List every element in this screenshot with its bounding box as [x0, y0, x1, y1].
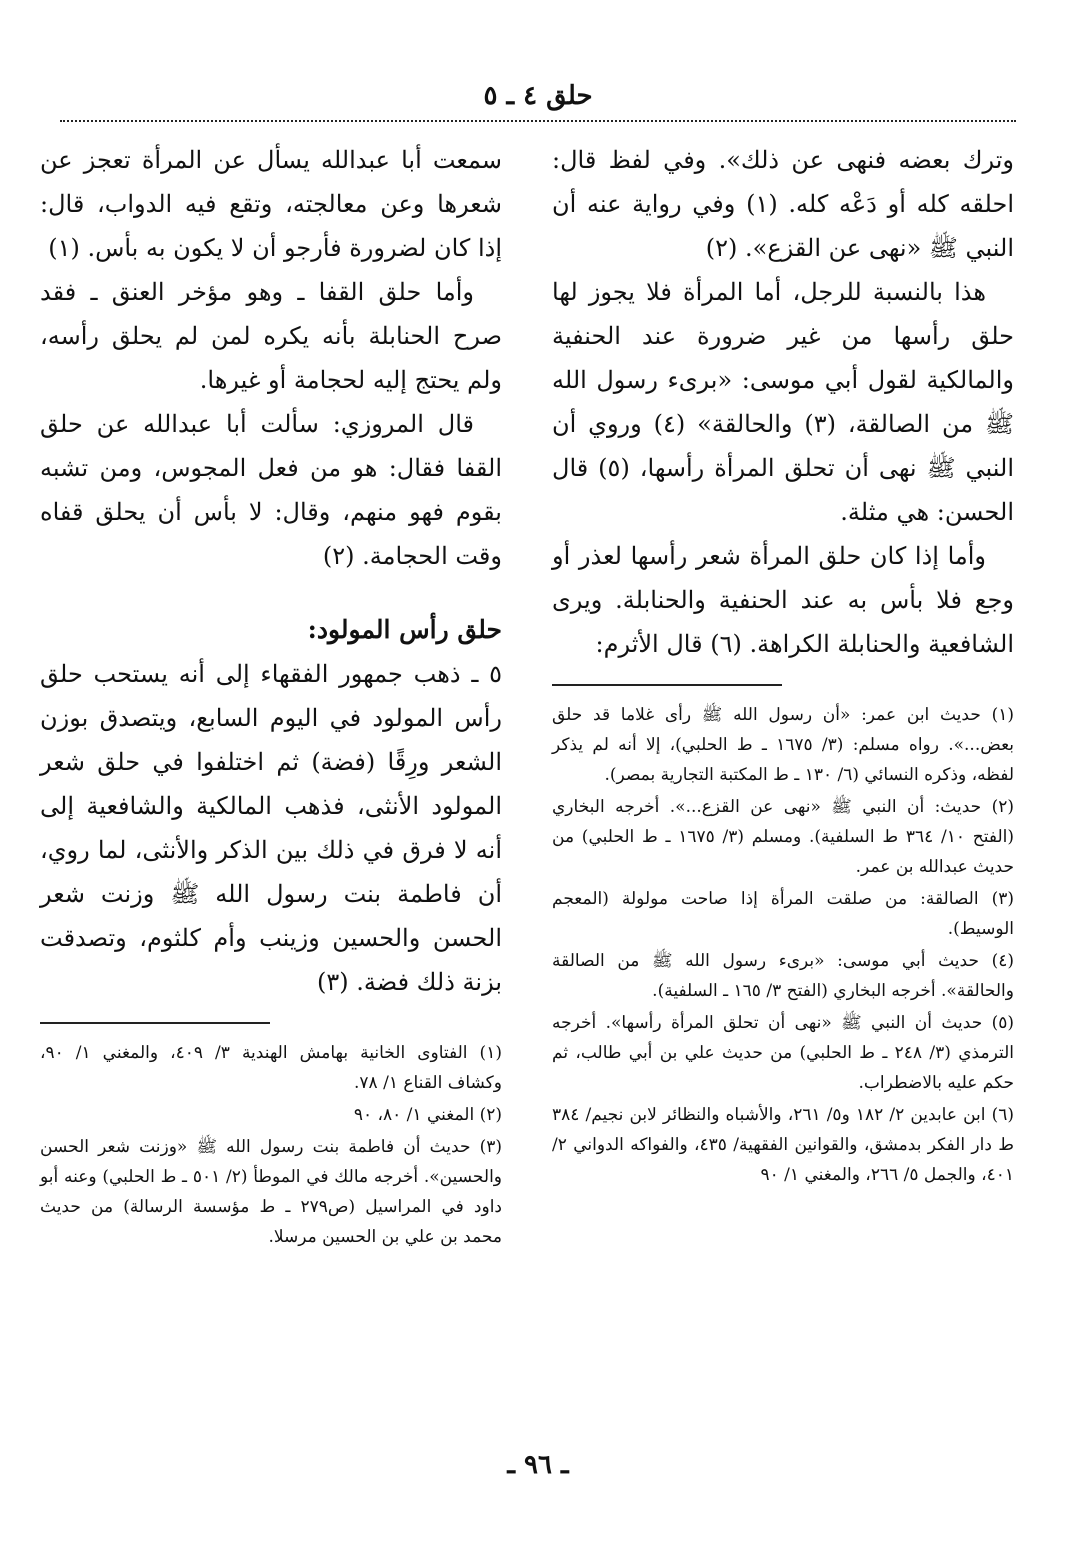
right-footnote-2: (٢) حديث: أن النبي ﷺ «نهى عن القزع...». أخرجه البخاري (الفتح ١٠/ ٣٦٤ ط السلفية). ومسلم (٣/ ١٦٧٥ ـ ط الحلبي) من حديث عبدالله بن عمر. [552, 797, 1014, 877]
left-paragraph-1: سمعت أبا عبدالله يسأل عن المرأة تعجز عن شعرها وعن معالجته، وتقع فيه الدواب، قال: إذا كان لضرورة فأرجو أن لا يكون به بأس. (١) [40, 146, 502, 262]
right-paragraph-1: وترك بعضه فنهى عن ذلك». وفي لفظ قال: احلقه كله أو دَعْه كله. (١) وفي رواية عنه أن النبي ﷺ «نهى عن القزع». (٢) [552, 146, 1014, 262]
right-footnote-5: (٥) حديث أن النبي ﷺ «نهى أن تحلق المرأة رأسها». أخرجه الترمذي (٣/ ٢٤٨ ـ ط الحلبي) من حديث علي بن أبي طالب، ثم حكم عليه بالاضطراب. [552, 1013, 1014, 1093]
left-footnote-3: (٣) حديث أن فاطمة بنت رسول الله ﷺ «وزنت شعر الحسن والحسين». أخرجه مالك في الموطأ (٢/ ٥٠١ ـ ط الحلبي) وعنه أبو داود في المراسيل (ص٢٧٩ ـ ط مؤسسة الرسالة) من حديث محمد بن علي بن الحسين مرسلا. [40, 1137, 502, 1247]
right-footnote-4: (٤) حديث أبي موسى: «برىء رسول الله ﷺ من الصالقة والحالقة». أخرجه البخاري (الفتح ٣/ ١٦٥ ـ السلفية). [552, 951, 1014, 1001]
page-title: حلق ٤ ـ ٥ [483, 81, 593, 111]
right-column [552, 138, 1014, 1192]
header-divider [60, 120, 1016, 122]
right-paragraph-2: هذا بالنسبة للرجل، أما المرأة فلا يجوز لها حلق رأسها من غير ضرورة عند الحنفية والمالكية لقول أبي موسى: «برىء رسول الله ﷺ من الصالقة، (٣) والحالقة» (٤) وروي أن النبي ﷺ نهى أن تحلق المرأة رأسها، (٥) قال الحسن: هي مثلة. [552, 278, 1014, 526]
right-footnote-1: (١) حديث ابن عمر: «أن رسول الله ﷺ رأى غلاما قد حلق بعض...». رواه مسلم: (٣/ ١٦٧٥ ـ ط الحلبي)، إلا أنه لم يذكر لفظه، وذكره النسائي (٦/ ١٣٠ ـ ط المكتبة التجارية بمصر). [552, 705, 1015, 785]
right-footnote-3: (٣) الصالقة: من صلقت المرأة إذا صاحت مولولة (المعجم الوسيط). [552, 889, 1014, 939]
left-column [40, 138, 502, 1254]
left-footnote-divider [40, 1022, 270, 1024]
right-paragraph-3: وأما إذا كان حلق المرأة شعر رأسها لعذر أو وجع فلا بأس به عند الحنفية والحنابلة. ويرى الشافعية والحنابلة الكراهة. (٦) قال الأثرم: [552, 542, 1015, 658]
right-footnote-divider [552, 684, 782, 686]
left-paragraph-2: وأما حلق القفا ـ وهو مؤخر العنق ـ فقد صرح الحنابلة بأنه يكره لمن لم يحلق رأسه، ولم يحتج إليه لحجامة أو غيرها. [40, 278, 502, 394]
right-footnote-6: (٦) ابن عابدين ٢/ ١٨٢ و٥/ ٢٦١، والأشباه والنظائر لابن نجيم/ ٣٨٤ ط دار الفكر بدمشق، والقوانين الفقهية/ ٤٣٥، والفواكه الدواني ٢/ ٤٠١، والجمل ٥/ ٢٦٦، والمغني ١/ ٩٠ [552, 1105, 1014, 1185]
section-heading: حلق رأس المولود: [307, 615, 502, 644]
section-paragraph: ٥ ـ ذهب جمهور الفقهاء إلى أنه يستحب حلق رأس المولود في اليوم السابع، ويتصدق بوزن الشعر ورِقًا (فضة) ثم اختلفوا في حلق شعر المولود الأنثى، فذهب المالكية والشافعية إلى أنه لا فرق في ذلك بين الذكر والأنثى، لما روي، أن فاطمة بنت رسول الله ﷺ وزنت شعر الحسن والحسين وزينب وأم كلثوم، وتصدقت بزنة ذلك فضة. (٣) [40, 660, 502, 996]
left-footnote-2: (٢) المغني ١/ ٨٠، ٩٠ [353, 1105, 502, 1125]
left-paragraph-3: قال المروزي: سألت أبا عبدالله عن حلق القفا فقال: هو من فعل المجوس، ومن تشبه بقوم فهو منهم، وقال: لا بأس أن يحلق قفاه وقت الحجامة. (٢) [40, 410, 502, 570]
page-number: ـ ٩٦ ـ [507, 1450, 569, 1480]
left-footnote-1: (١) الفتاوى الخانية بهامش الهندية ٣/ ٤٠٩، والمغني ١/ ٩٠، وكشاف القناع ١/ ٧٨. [40, 1043, 502, 1093]
